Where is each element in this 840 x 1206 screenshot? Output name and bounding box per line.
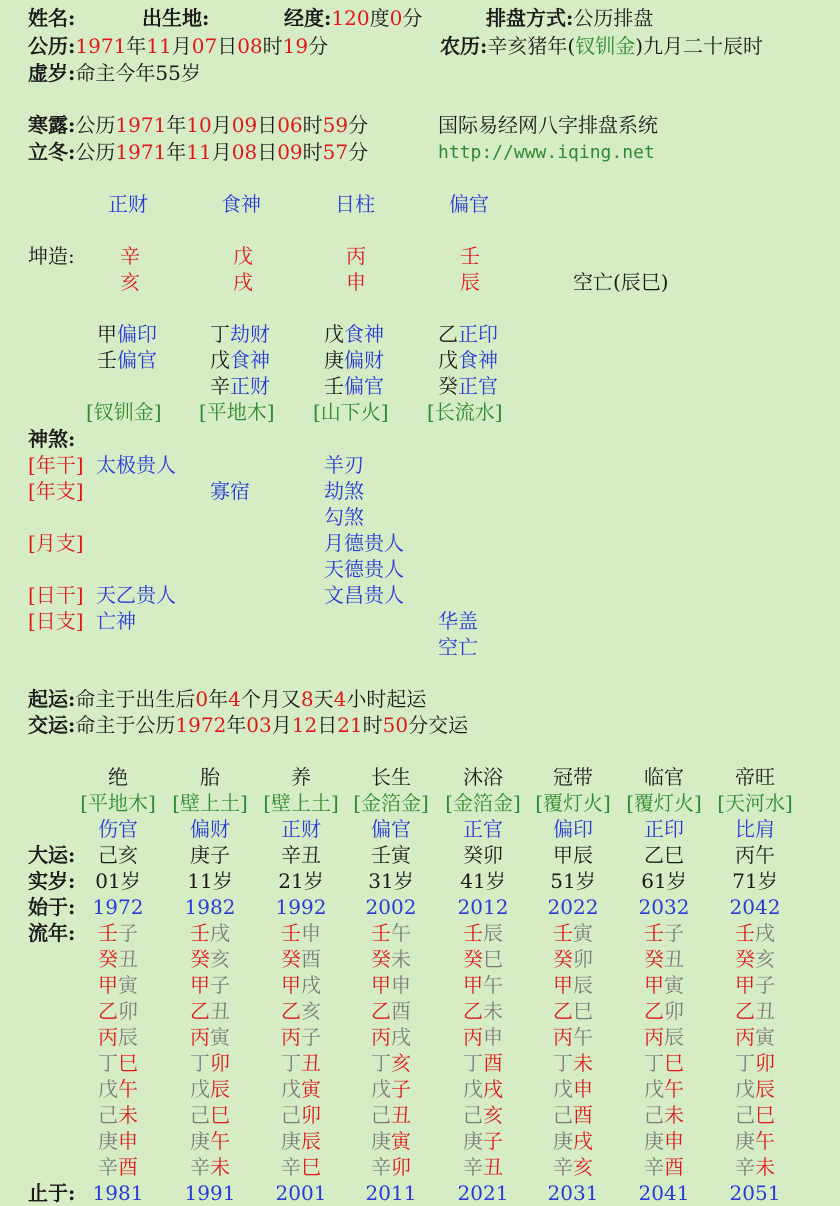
longitude-value: 120 bbox=[331, 6, 370, 30]
dayun-nayin: [覆灯火] bbox=[626, 791, 702, 815]
dayun-age: 71岁 bbox=[732, 869, 778, 893]
dayun-pillar: 辛丑 bbox=[281, 843, 321, 867]
liunian-pillar: 癸丑 bbox=[644, 947, 684, 971]
hidden-stem: 癸正官 bbox=[438, 374, 498, 398]
hidden-stem: 乙正印 bbox=[438, 322, 498, 346]
liunian-pillar: 丁卯 bbox=[190, 1051, 230, 1075]
tengod-day: 日柱 bbox=[335, 192, 375, 216]
hidden-stem: 辛正财 bbox=[210, 374, 270, 398]
nayin-month: [平地木] bbox=[199, 400, 275, 424]
hidden-stem: 庚偏财 bbox=[324, 348, 384, 372]
liunian-pillar: 辛未 bbox=[190, 1155, 230, 1179]
liunian-pillar: 甲申 bbox=[371, 973, 411, 997]
dayun-nayin: [平地木] bbox=[80, 791, 156, 815]
liunian-pillar: 乙未 bbox=[463, 999, 503, 1023]
liunian-pillar: 甲寅 bbox=[644, 973, 684, 997]
hidden-stem: 戊食神 bbox=[438, 348, 498, 372]
tengod-year: 正财 bbox=[108, 192, 148, 216]
liunian-pillar: 戊戌 bbox=[463, 1077, 503, 1101]
lidong-day: 08 bbox=[231, 140, 258, 164]
longitude-label: 经度: bbox=[284, 6, 332, 30]
shensha-row-label: [日支] bbox=[28, 609, 84, 633]
dayun-tengod: 正财 bbox=[281, 817, 321, 841]
liunian-pillar: 丁丑 bbox=[281, 1051, 321, 1075]
liunian-pillar: 戊午 bbox=[98, 1077, 138, 1101]
start-row-label: 始于: bbox=[28, 895, 76, 919]
birth-month: 11 bbox=[146, 34, 172, 58]
nayin-hour: [长流水] bbox=[427, 400, 503, 424]
minute-value: 0 bbox=[389, 6, 403, 30]
stem-hour: 壬 bbox=[460, 244, 480, 268]
dayun-tengod: 比肩 bbox=[735, 817, 775, 841]
liunian-pillar: 辛未 bbox=[735, 1155, 775, 1179]
dayun-start-year: 1992 bbox=[275, 895, 327, 919]
shensha-item: 寡宿 bbox=[210, 479, 250, 503]
dayun-end-year: 2021 bbox=[457, 1181, 509, 1205]
gregorian-label: 公历: bbox=[28, 34, 76, 58]
shensha-item: 勾煞 bbox=[324, 505, 364, 529]
age-text: 命主今年55岁 bbox=[75, 61, 201, 85]
liunian-pillar: 庚辰 bbox=[281, 1129, 321, 1153]
branch-year: 亥 bbox=[120, 270, 140, 294]
liunian-pillar: 癸亥 bbox=[190, 947, 230, 971]
liunian-pillar: 庚子 bbox=[463, 1129, 503, 1153]
liunian-pillar: 丙辰 bbox=[98, 1025, 138, 1049]
dayun-age: 61岁 bbox=[641, 869, 687, 893]
stem-year: 辛 bbox=[120, 244, 140, 268]
hidden-stem: 戊食神 bbox=[210, 348, 270, 372]
method-label: 排盘方式: bbox=[486, 6, 574, 30]
dayun-stage: 临官 bbox=[644, 765, 684, 789]
dayun-start-year: 2042 bbox=[729, 895, 781, 919]
kongwang: 空亡(辰巳) bbox=[573, 270, 669, 294]
dayun-stage: 养 bbox=[291, 765, 311, 789]
age-label: 虚岁: bbox=[28, 61, 76, 85]
liunian-pillar: 甲午 bbox=[463, 973, 503, 997]
stem-month: 戊 bbox=[233, 244, 253, 268]
shensha-item: 羊刃 bbox=[324, 453, 364, 477]
liunian-pillar: 庚申 bbox=[98, 1129, 138, 1153]
dayun-age: 41岁 bbox=[460, 869, 506, 893]
liunian-pillar: 乙卯 bbox=[98, 999, 138, 1023]
dayun-age: 31岁 bbox=[368, 869, 414, 893]
liunian-pillar: 丁巳 bbox=[644, 1051, 684, 1075]
liunian-pillar: 壬申 bbox=[281, 921, 321, 945]
liunian-pillar: 壬寅 bbox=[553, 921, 593, 945]
liunian-pillar: 戊子 bbox=[371, 1077, 411, 1101]
lidong-minute: 57 bbox=[322, 140, 349, 164]
liunian-pillar: 辛酉 bbox=[98, 1155, 138, 1179]
liunian-pillar: 丙寅 bbox=[735, 1025, 775, 1049]
hanlu-label: 寒露: bbox=[28, 113, 76, 137]
liunian-pillar: 戊辰 bbox=[735, 1077, 775, 1101]
liunian-pillar: 丙辰 bbox=[644, 1025, 684, 1049]
liunian-pillar: 乙卯 bbox=[644, 999, 684, 1023]
liunian-pillar: 乙丑 bbox=[735, 999, 775, 1023]
age bbox=[28, 60, 201, 86]
degree-unit: 度 bbox=[369, 6, 390, 30]
method-value: 公历排盘 bbox=[573, 6, 654, 30]
liunian-pillar: 辛巳 bbox=[281, 1155, 321, 1179]
dayun-end-year: 1981 bbox=[92, 1181, 144, 1205]
lidong-month: 11 bbox=[186, 140, 212, 164]
nayin-year: [钗钏金] bbox=[86, 400, 162, 424]
liunian-pillar: 乙丑 bbox=[190, 999, 230, 1023]
liunian-pillar: 壬戌 bbox=[735, 921, 775, 945]
shensha-item: 太极贵人 bbox=[96, 453, 176, 477]
dayun-pillar: 癸卯 bbox=[463, 843, 503, 867]
liunian-pillar: 己巳 bbox=[735, 1103, 775, 1127]
dayun-nayin: [壁上土] bbox=[263, 791, 339, 815]
jiaoyun-line: 交运:命主于公历1972年03月12日21时50分交运 bbox=[28, 713, 469, 737]
jiaoyun-label: 交运: bbox=[28, 713, 76, 737]
longitude bbox=[284, 5, 422, 31]
dayun-pillar: 庚子 bbox=[190, 843, 230, 867]
dayun-tengod: 正印 bbox=[644, 817, 684, 841]
dayun-stage: 长生 bbox=[371, 765, 411, 789]
birth-minute: 19 bbox=[282, 34, 309, 58]
lidong-term: 立冬:公历1971年11月08日09时57分 bbox=[28, 140, 369, 164]
dayun-end-year: 2011 bbox=[365, 1181, 417, 1205]
liunian-pillar: 乙亥 bbox=[281, 999, 321, 1023]
shensha-row-label: [年干] bbox=[28, 453, 84, 477]
hidden-stem: 壬偏官 bbox=[324, 374, 384, 398]
liunian-pillar: 辛酉 bbox=[644, 1155, 684, 1179]
nayin-day: [山下火] bbox=[313, 400, 389, 424]
liunian-pillar: 丙子 bbox=[281, 1025, 321, 1049]
system-name: 国际易经网八字排盘系统 bbox=[438, 113, 658, 137]
dayun-start-year: 2022 bbox=[547, 895, 599, 919]
dayun-start-year: 2012 bbox=[457, 895, 509, 919]
liunian-pillar: 甲辰 bbox=[553, 973, 593, 997]
liunian-pillar: 戊申 bbox=[553, 1077, 593, 1101]
lunar-label: 农历: bbox=[440, 34, 488, 58]
dayun-age: 51岁 bbox=[550, 869, 596, 893]
liunian-pillar: 壬子 bbox=[98, 921, 138, 945]
hanlu-minute: 59 bbox=[322, 113, 349, 137]
gender-label: 坤造: bbox=[28, 244, 75, 268]
dayun-end-year: 2041 bbox=[638, 1181, 690, 1205]
liunian-pillar: 癸酉 bbox=[281, 947, 321, 971]
birth-year: 1971 bbox=[75, 34, 127, 58]
hidden-stem: 戊食神 bbox=[324, 322, 384, 346]
dayun-pillar: 己亥 bbox=[98, 843, 138, 867]
shensha-title: 神煞: bbox=[28, 427, 76, 451]
hanlu-term: 寒露:公历1971年10月09日06时59分 bbox=[28, 113, 369, 137]
hidden-stem: 甲偏印 bbox=[97, 322, 157, 346]
shensha-row-label: [年支] bbox=[28, 479, 84, 503]
liunian-pillar: 庚寅 bbox=[371, 1129, 411, 1153]
liunian-pillar: 辛亥 bbox=[553, 1155, 593, 1179]
lidong-year: 1971 bbox=[115, 140, 167, 164]
dayun-start-year: 2032 bbox=[638, 895, 690, 919]
liunian-pillar: 丁未 bbox=[553, 1051, 593, 1075]
stem-day: 丙 bbox=[346, 244, 366, 268]
gregorian-date: 公历:1971年11月07日08时19分 bbox=[28, 34, 329, 58]
dayun-pillar: 丙午 bbox=[735, 843, 775, 867]
liunian-pillar: 丙戌 bbox=[371, 1025, 411, 1049]
liunian-pillar: 己卯 bbox=[281, 1103, 321, 1127]
liunian-pillar: 癸卯 bbox=[553, 947, 593, 971]
dayun-nayin: [天河水] bbox=[717, 791, 793, 815]
liunian-pillar: 己巳 bbox=[190, 1103, 230, 1127]
lidong-label: 立冬: bbox=[28, 140, 76, 164]
liunian-pillar: 壬午 bbox=[371, 921, 411, 945]
age-row-label: 实岁: bbox=[28, 869, 76, 893]
hanlu-day: 09 bbox=[231, 113, 258, 137]
liunian-pillar: 丁巳 bbox=[98, 1051, 138, 1075]
hanlu-year: 1971 bbox=[115, 113, 167, 137]
dayun-end-year: 2001 bbox=[275, 1181, 327, 1205]
website-link[interactable]: http://www.iqing.net bbox=[438, 142, 655, 163]
liunian-pillar: 癸巳 bbox=[463, 947, 503, 971]
dayun-tengod: 伤官 bbox=[98, 817, 138, 841]
dayun-label: 大运: bbox=[28, 843, 76, 867]
dayun-start-year: 2002 bbox=[365, 895, 417, 919]
liunian-pillar: 甲子 bbox=[190, 973, 230, 997]
shensha-item: 天德贵人 bbox=[324, 557, 404, 581]
liunian-pillar: 庚午 bbox=[190, 1129, 230, 1153]
liunian-label: 流年: bbox=[28, 921, 76, 945]
hanlu-month: 10 bbox=[186, 113, 212, 137]
end-row-label: 止于: bbox=[28, 1181, 76, 1205]
liunian-pillar: 丙申 bbox=[463, 1025, 503, 1049]
dayun-tengod: 偏财 bbox=[190, 817, 230, 841]
dayun-stage: 绝 bbox=[108, 765, 128, 789]
liunian-pillar: 甲戌 bbox=[281, 973, 321, 997]
liunian-pillar: 癸亥 bbox=[735, 947, 775, 971]
liunian-pillar: 丁卯 bbox=[735, 1051, 775, 1075]
tengod-month: 食神 bbox=[221, 192, 261, 216]
liunian-pillar: 庚戌 bbox=[553, 1129, 593, 1153]
liunian-pillar: 戊辰 bbox=[190, 1077, 230, 1101]
dayun-nayin: [金箔金] bbox=[353, 791, 429, 815]
dayun-pillar: 乙巳 bbox=[644, 843, 684, 867]
lidong-hour: 09 bbox=[277, 140, 303, 164]
branch-day: 申 bbox=[346, 270, 366, 294]
birthplace-label: 出生地: bbox=[142, 6, 210, 30]
dayun-age: 11岁 bbox=[187, 869, 233, 893]
dayun-start-year: 1972 bbox=[92, 895, 144, 919]
dayun-nayin: [金箔金] bbox=[445, 791, 521, 815]
shensha-item: 天乙贵人 bbox=[96, 583, 176, 607]
liunian-pillar: 己亥 bbox=[463, 1103, 503, 1127]
hidden-stem: 壬偏官 bbox=[97, 348, 157, 372]
liunian-pillar: 壬子 bbox=[644, 921, 684, 945]
dayun-stage: 胎 bbox=[200, 765, 220, 789]
liunian-pillar: 己丑 bbox=[371, 1103, 411, 1127]
liunian-pillar: 丙午 bbox=[553, 1025, 593, 1049]
method bbox=[486, 5, 653, 31]
shensha-row-label: [日干] bbox=[28, 583, 84, 607]
dayun-end-year: 2031 bbox=[547, 1181, 599, 1205]
tengod-hour: 偏官 bbox=[449, 192, 489, 216]
shensha-item: 文昌贵人 bbox=[324, 583, 404, 607]
dayun-tengod: 偏官 bbox=[371, 817, 411, 841]
liunian-pillar: 甲寅 bbox=[98, 973, 138, 997]
liunian-pillar: 甲子 bbox=[735, 973, 775, 997]
dayun-nayin: [覆灯火] bbox=[535, 791, 611, 815]
liunian-pillar: 戊寅 bbox=[281, 1077, 321, 1101]
liunian-pillar: 庚申 bbox=[644, 1129, 684, 1153]
liunian-pillar: 乙酉 bbox=[371, 999, 411, 1023]
dayun-end-year: 2051 bbox=[729, 1181, 781, 1205]
dayun-start-year: 1982 bbox=[184, 895, 236, 919]
hidden-stem: 丁劫财 bbox=[210, 322, 270, 346]
dayun-pillar: 甲辰 bbox=[553, 843, 593, 867]
dayun-age: 21岁 bbox=[278, 869, 324, 893]
dayun-stage: 帝旺 bbox=[735, 765, 775, 789]
shensha-item: 空亡 bbox=[438, 635, 478, 659]
hanlu-hour: 06 bbox=[277, 113, 303, 137]
liunian-pillar: 戊午 bbox=[644, 1077, 684, 1101]
branch-month: 戌 bbox=[233, 270, 253, 294]
dayun-tengod: 偏印 bbox=[553, 817, 593, 841]
birth-hour: 08 bbox=[237, 34, 263, 58]
liunian-pillar: 辛卯 bbox=[371, 1155, 411, 1179]
lunar-nayin: 钗钏金 bbox=[575, 34, 636, 58]
liunian-pillar: 壬戌 bbox=[190, 921, 230, 945]
branch-hour: 辰 bbox=[460, 270, 480, 294]
qiyun-line: 起运:命主于出生后0年4个月又8天4小时起运 bbox=[28, 687, 427, 711]
liunian-pillar: 辛丑 bbox=[463, 1155, 503, 1179]
liunian-pillar: 癸未 bbox=[371, 947, 411, 971]
liunian-pillar: 乙巳 bbox=[553, 999, 593, 1023]
shensha-item: 劫煞 bbox=[324, 479, 364, 503]
liunian-pillar: 癸丑 bbox=[98, 947, 138, 971]
liunian-pillar: 己酉 bbox=[553, 1103, 593, 1127]
lunar-suffix: )九月二十辰时 bbox=[635, 34, 764, 58]
birth-day: 07 bbox=[191, 34, 218, 58]
minute-unit: 分 bbox=[402, 6, 423, 30]
liunian-pillar: 壬辰 bbox=[463, 921, 503, 945]
liunian-pillar: 丙寅 bbox=[190, 1025, 230, 1049]
liunian-pillar: 庚午 bbox=[735, 1129, 775, 1153]
dayun-stage: 冠带 bbox=[553, 765, 593, 789]
shensha-item: 亡神 bbox=[96, 609, 136, 633]
shensha-item: 华盖 bbox=[438, 609, 478, 633]
lunar-date bbox=[440, 33, 763, 59]
liunian-pillar: 己未 bbox=[644, 1103, 684, 1127]
liunian-pillar: 己未 bbox=[98, 1103, 138, 1127]
dayun-nayin: [壁上土] bbox=[172, 791, 248, 815]
shensha-item: 月德贵人 bbox=[324, 531, 404, 555]
shensha-row-label: [月支] bbox=[28, 531, 84, 555]
liunian-pillar: 丁亥 bbox=[371, 1051, 411, 1075]
lunar-prefix: 辛亥猪年( bbox=[487, 34, 576, 58]
dayun-stage: 沐浴 bbox=[463, 765, 503, 789]
dayun-pillar: 壬寅 bbox=[371, 843, 411, 867]
qiyun-label: 起运: bbox=[28, 687, 76, 711]
name-label: 姓名: bbox=[28, 6, 76, 30]
dayun-age: 01岁 bbox=[95, 869, 141, 893]
dayun-tengod: 正官 bbox=[463, 817, 503, 841]
liunian-pillar: 丁酉 bbox=[463, 1051, 503, 1075]
dayun-end-year: 1991 bbox=[184, 1181, 236, 1205]
